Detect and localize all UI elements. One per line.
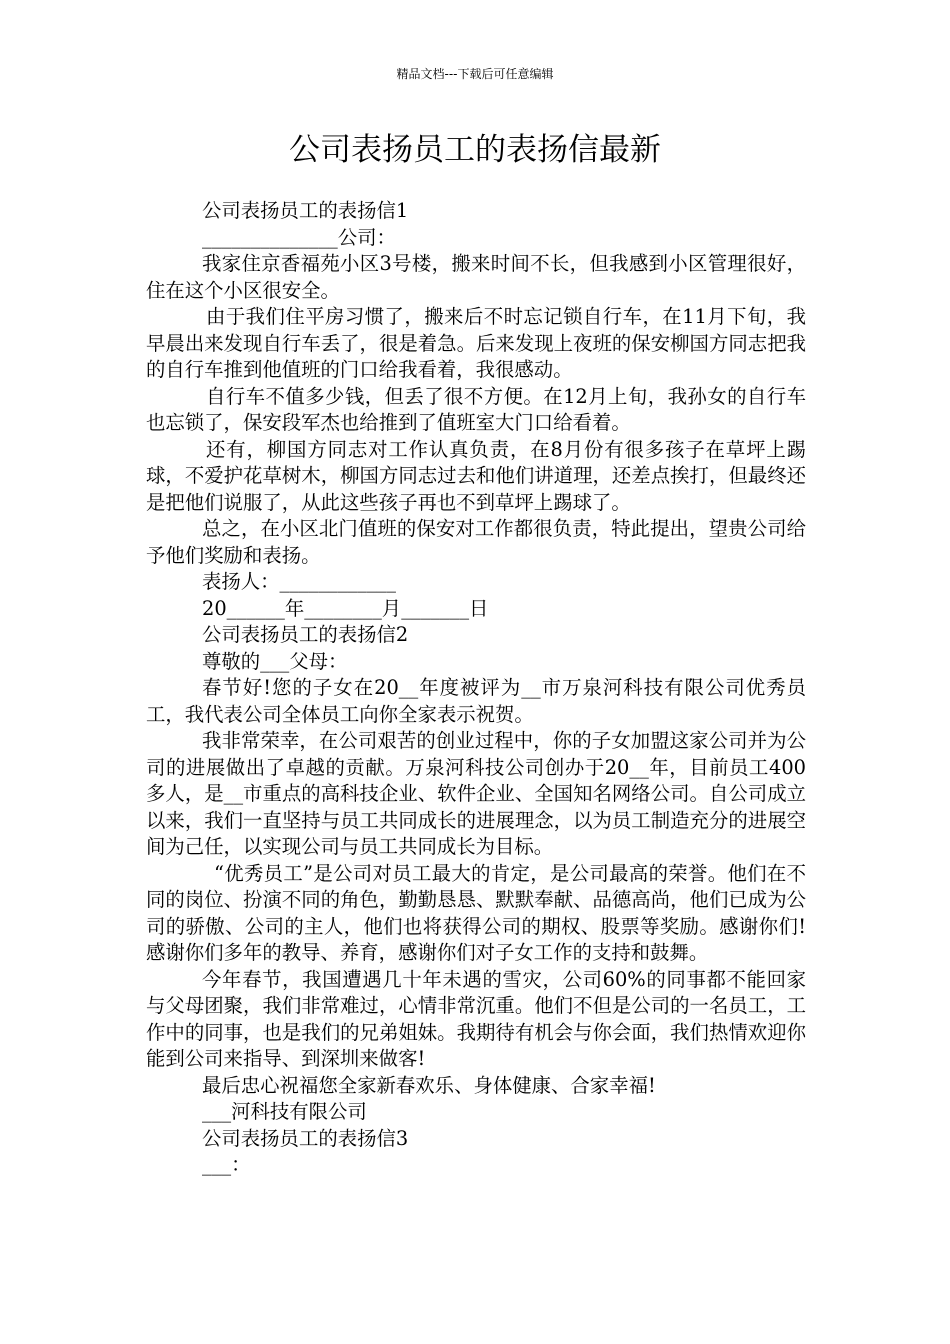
paragraph: 春节好!您的子女在20__年度被评为__市万泉河科技有限公司优秀员工，我代表公司全体员工向你全家表示祝贺。 <box>146 676 806 726</box>
paragraph: “优秀员工”是公司对员工最大的肯定，是公司最高的荣誉。他们在不同的岗位、扮演不同的角色，勤勤恳恳、默默奉献、品德高尚，他们已成为公司的骄傲、公司的主人，他们也将获得公司的期权、股票等奖励。感谢你们!感谢你们多年的教导、养育，感谢你们对子女工作的支持和鼓舞。 <box>146 861 806 964</box>
paragraph: 还有，柳国方同志对工作认真负责，在8月份有很多孩子在草坪上踢球，不爱护花草树木，柳国方同志过去和他们讲道理，还差点挨打，但最终还是把他们说服了，从此这些孩子再也不到草坪上踢球了。 <box>146 437 806 514</box>
document-title: 公司表扬员工的表扬信最新 <box>289 132 661 168</box>
signature-line: 表扬人：____________ <box>202 570 396 593</box>
document-body <box>146 198 806 1179</box>
paragraph: 总之，在小区北门值班的保安对工作都很负责，特此提出，望贵公司给予他们奖励和表扬。 <box>146 517 806 567</box>
paragraph: 我非常荣幸，在公司艰苦的创业过程中，你的子女加盟这家公司并为公司的进展做出了卓越的贡献。万泉河科技公司创办于20__年，目前员工400多人，是__市重点的高科技企业、软件企业、全国知名网络公司。自公司成立以来，我们一直坚持与员工共同成长的进展理念，以为员工制造充分的进展空间为己任，以实现公司与员工共同成长为目标。 <box>146 729 806 858</box>
letter-heading: 公司表扬员工的表扬信1 <box>202 199 409 222</box>
page-header: 精品文档---下载后可任意编辑 <box>396 67 554 81</box>
paragraph: 今年春节，我国遭遇几十年未遇的雪灾，公司60%的同事都不能回家与父母团聚，我们非常难过，心情非常沉重。他们不但是公司的一名员工，工作中的同事，也是我们的兄弟姐妹。我期待有机会与你会面，我们热情欢迎你能到公司来指导、到深圳来做客! <box>146 967 806 1070</box>
closing-line: 最后忠心祝福您全家新春欢乐、身体健康、合家幸福! <box>202 1073 656 1097</box>
company-signature: ___河科技有限公司 <box>202 1100 367 1123</box>
letter-heading: 公司表扬员工的表扬信2 <box>202 623 409 646</box>
salutation: ______________公司： <box>202 225 396 249</box>
paragraph: 自行车不值多少钱，但丢了很不方便。在12月上旬，我孙女的自行车也忘锁了，保安段军杰也给推到了值班室大门口给看着。 <box>146 384 806 434</box>
salutation: ___： <box>202 1153 251 1176</box>
paragraph: 我家住京香福苑小区3号楼，搬来时间不长，但我感到小区管理很好，住在这个小区很安全。 <box>146 252 806 302</box>
letter-heading: 公司表扬员工的表扬信3 <box>202 1126 409 1150</box>
paragraph: 由于我们住平房习惯了，搬来后不时忘记锁自行车，在11月下旬，我早晨出来发现自行车丢了，很是着急。后来发现上夜班的保安柳国方同志把我的自行车推到他值班的门口给我看着，我很感动。 <box>146 305 806 381</box>
salutation: 尊敬的___父母： <box>202 649 348 673</box>
date-line: 20______年________月_______日 <box>202 596 489 620</box>
